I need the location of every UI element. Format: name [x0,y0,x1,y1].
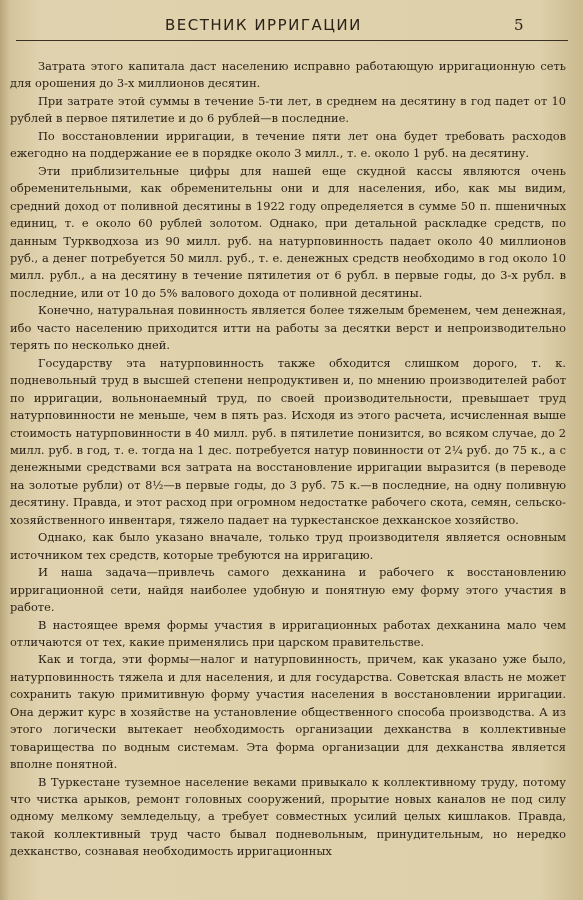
paragraph: В настоящее время формы участия в ирригационных работах дехканина мало чем отличаются от тех, какие применялись при царском правительстве. [10,617,566,649]
paragraph: По восстановлении ирригации, в течение пяти лет она будет требовать расходов ежегодно на поддержание ее в порядке около 3 милл., т. е. около 1 руб. на десятину. [10,128,566,161]
paragraph: При затрате этой суммы в течение 5-ти лет, в среднем на десятину в год падет от 10 рублей в первое пятилетие и до 6 рублей—в последние. [10,93,566,126]
paragraph: В Туркестане туземное население веками привыкало к коллективному труду, потому что чистка арыков, ремонт головных сооружений, прорытие новых каналов не под силу одному мелкому земледельцу, а требует совместных усилий целых кишлаков. Правда, такой коллективный труд часто бывал подневольным, принудительным, но нередко дехканство, сознавая необходимость ирригационных [10,774,566,859]
paragraph: Однако, как было указано вначале, только труд производителя является основным источником тех средств, которые требуются на ирригацию. [10,530,566,562]
paragraph: Эти приблизительные цифры для нашей еще скудной кассы являются очень обременительными, как обременительны они и для населения, ибо, как мы видим, средний доход от поливной десятины в 1922 году определяется в сумме 50 п. пшеничных единиц, т. е около 60 рублей золотом. Однако, при детальной раскладке средств, по данным Туркводхоза из 90 милл. руб. на натурповинность падает около 40 миллионов руб., а денег потребуется 50 милл. руб., т. е. денежных средств необходимо в год около 10 милл. рубл., а на десятину в течение пятилетия от 6 рубл. в первые годы, до 3-х рубл. в последние, или от 10 до 5% валового дохода от поливной десятины. [10,163,566,300]
article-body [10,58,566,861]
header-rule [16,40,568,41]
paragraph: Как и тогда, эти формы—налог и натурповинность, причем, как указано уже было, натурповинность тяжела и для населения, и для государства. Советская власть не может сохранить такую примитивную форму участия населения в восстановлении ирригации. Она держит курс в хозяйстве на установление общественного способа производства. А из этого логически вытекает необходимость организации дехканства в коллективные товарищества по водным системам. Эта форма организации для дехканства является вполне понятной. [10,652,566,772]
paragraph: Государству эта натурповинность также обходится слишком дорого, т. к. подневольный труд в высшей степени непродуктивен и, по мнению производителей работ по ирригации, вольнонаемный труд, по своей производительности, превышает труд натурповинности не меньше, чем в пять раз. Исходя из этого расчета, исчисленная выше стоимость натурповинности в 40 милл. руб. в пятилетие понизится, во всяком случае, до 2 милл. руб. в год, т. е. тогда на 1 дес. потребуется натур повинности от 2¼ руб. до 75 к., а с денежными средствами вся затрата на восстановление ирригации выразится (в переводе на золотые рубли) от 8½—в первые годы, до 3 руб. 75 к.—в последние, на одну поливную десятину. Правда, и этот расход при огромном недостатке рабочего скота, семян, сельско-хозяйственного инвентаря, тяжело падает на туркестанское дехканское хозяйство. [10,355,566,527]
page-number: 5 [514,16,524,34]
paragraph: И наша задача—привлечь самого дехканина и рабочего к восстановлению ирригационной сети, найдя наиболее удобную и понятную ему форму этого участия в работе. [10,565,566,615]
journal-title: ВЕСТНИК ИРРИГАЦИИ [165,16,362,34]
running-header [0,16,583,42]
paragraph: Затрата этого капитала даст населению исправно работающую ирригационную сеть для орошения до 3-х миллионов десятин. [10,59,566,91]
paragraph: Конечно, натуральная повинность является более тяжелым бременем, чем денежная, ибо часто населению приходится итти на работы за десятки верст и непроизводительно терять по несколько дней. [10,303,566,353]
